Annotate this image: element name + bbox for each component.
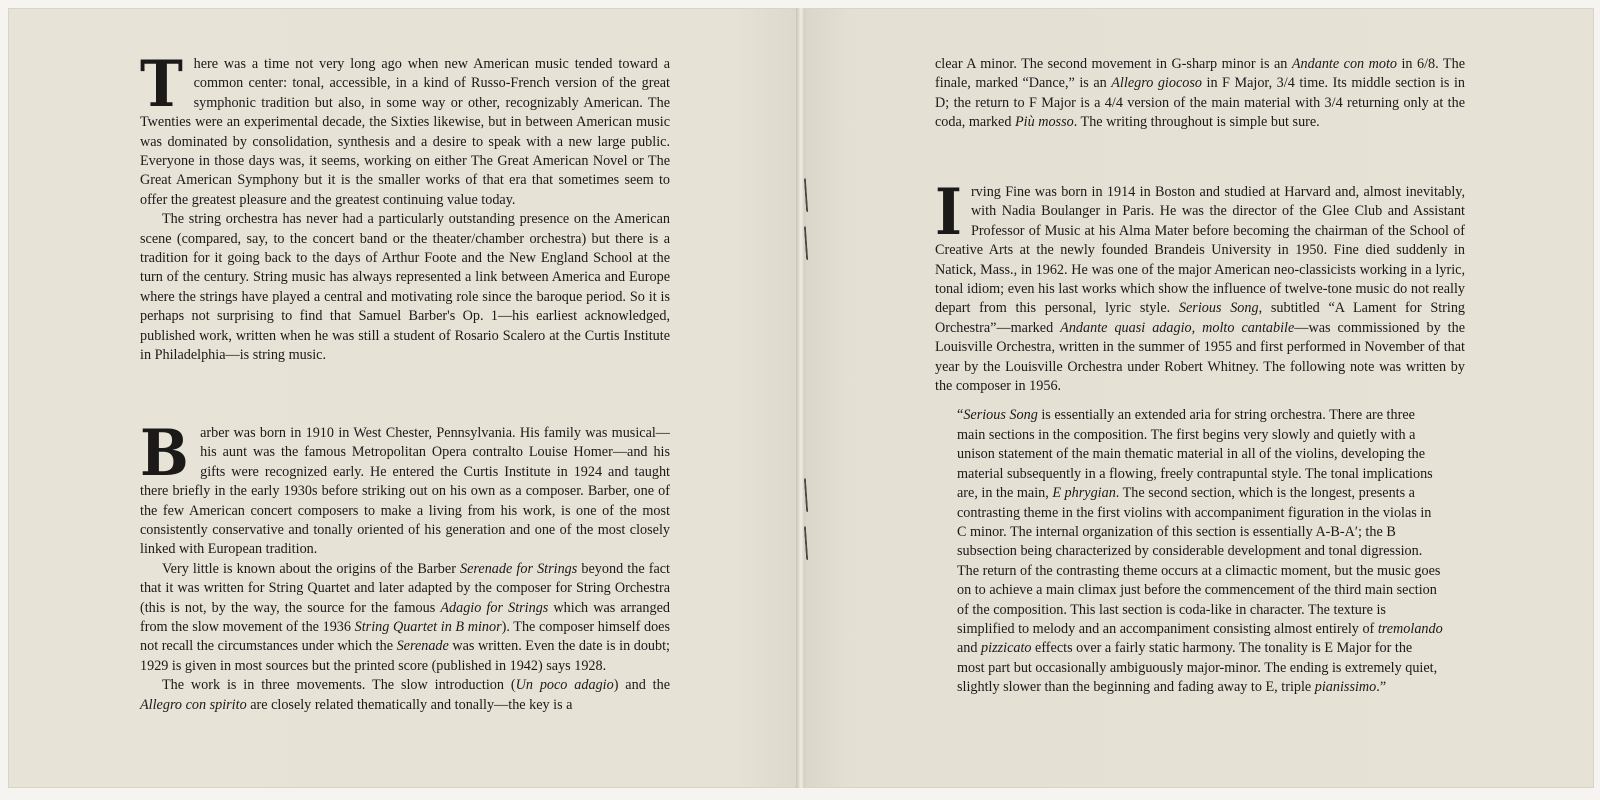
italic-term: pianissimo [1314, 679, 1377, 696]
italic-title: Serenade for Strings [460, 560, 578, 577]
paragraph-text: here was a time not very long ago when new American music tended toward a common center: tonal, accessible, in a kind of Russo-French version of the great symphonic tradition but also, in some way or other, recognizably American. The Twenties were an experimental decade, the Sixties likewise, but in between American music was dominated by consolidation, synthesis and a desire to speak with a new large public. Everyone in those days was, it seems, working on either The Great American Novel or The Great American Symphony but it is the smaller works of that era that sometimes seem to offer the greatest pleasure and the greatest continuing value today. [140, 56, 670, 208]
paragraph [140, 47, 670, 210]
italic-term: Andante con moto [1291, 56, 1397, 72]
text-run: —was commissioned by the Louisville Orchestra, written in the summer of 1955 and first performed in November of that year by the Louisville Orchestra under Robert Whitney. The following note was written by the composer in 1956. [935, 319, 1465, 395]
right-text-section-2 [935, 175, 1466, 698]
text-run: clear A minor. The second movement in G-sharp minor is an [935, 56, 1292, 72]
text-run: was written. Even the date is in doubt; 1929 is given in most sources but the printed score (published in 1942) says 1928. [140, 638, 670, 674]
italic-term: Allegro giocoso [1111, 75, 1202, 92]
italic-title: Serenade [396, 638, 449, 655]
paragraph [935, 175, 1466, 396]
left-text-section-1 [140, 47, 670, 366]
paragraph [140, 416, 670, 560]
italic-title: Serious Song [1178, 300, 1259, 317]
text-run: The work is in three movements. The slow introduction ( [162, 677, 516, 694]
text-run: Very little is known about the origins of the Barber [162, 560, 461, 577]
right-text-section-1 [935, 55, 1465, 133]
paragraph [140, 560, 670, 676]
italic-term: tremolando [1377, 620, 1443, 637]
italic-title: Allegro con spirito [140, 696, 247, 713]
italic-term: Più mosso [1014, 114, 1074, 131]
italic-title: Serious Song [963, 407, 1038, 424]
text-run: ). The composer himself does not recall the circumstances under which the [140, 619, 671, 655]
paragraph-text: arber was born in 1910 in West Chester, Pennsylvania. His family was musical—his aunt was the famous Metropolitan Opera contralto Louise Homer—and his gifts were recognized early. He entered the Curtis Institute in 1924 and taught there briefly in the early 1930s before striking out on his own as a composer. Barber, one of the few American concert composers to make a living from his work, is one of the most consistently conservative and tonally oriented of his generation and one of the most closely linked with European tradition. [140, 425, 670, 558]
text-run: effects over a fairly static harmony. The tonality is E Major for the most part but occasionally ambiguously major-minor. The ending is extremely quiet, slightly slower than the beginning and fading away to E, triple [957, 640, 1438, 696]
text-run: . The writing throughout is simple but sure. [1073, 114, 1320, 131]
drop-cap: I [935, 175, 962, 250]
text-run: which was arranged from the slow movement of the 1936 [140, 599, 670, 636]
text-run: . The second section, which is the longest, presents a contrasting theme in the first violins with accompaniment figuration in the violas in C minor. The internal organization of this section is essentially A-B-A′; the B subsection being characterized by considerable development and tonal digression. The return of the contrasting theme occurs at a climactic moment, but the music goes on to achieve a main climax just before the commencement of the third main section of the composition. This last section is coda-like in character. The texture is simplified to melody and an accompaniment consisting almost entirely of [957, 485, 1441, 637]
paragraph [140, 676, 670, 715]
text-run: in F Major, 3/4 time. Its middle section is in D; the return to F Major is a 4/4 version of the main material with 3/4 returning only at the coda, marked [935, 75, 1465, 131]
drop-cap: T [140, 47, 183, 122]
text-run: beyond the fact that it was written for String Quartet and later adapted by the composer for String Orchestra (this is not, by the way, the source for the famous [140, 560, 670, 616]
italic-title: Un poco adagio [515, 677, 614, 694]
left-text-section-2 [140, 416, 671, 715]
text-run: rving Fine was born in 1914 in Boston and studied at Harvard and, almost inevitably, with Nadia Boulanger in Paris. He was the director of the Glee Club and Assistant Professor of Music at his Alma Mater before becoming the chairman of the School of Creative Arts at the newly founded Brandeis University in 1950. Fine died suddenly in Natick, Mass., in 1962. He was one of the major American neo-classicists working in a lyric, tonal idiom; even his last works which show the influence of twelve-tone music do not really depart from this personal, lyric style. [935, 184, 1465, 317]
italic-title: Adagio for Strings [440, 599, 549, 616]
italic-term: pizzicato [981, 640, 1032, 657]
paragraph: The string orchestra has never had a particularly outstanding presence on the American scene (compared, say, to the concert band or the theater/chamber orchestra) but there is a tradition for it going back to the days of Arthur Foote and the New England School at the turn of the century. String music has always represented a link between America and Europe where the strings have played a central and motivating role since the baroque period. So it is perhaps not surprising to find that Samuel Barber's Op. 1—his earliest acknowledged, published work, written when he was still a student of Rosario Scalero at the Curtis Institute in Philadelphia—is string music. [140, 211, 670, 364]
drop-cap: B [140, 416, 189, 491]
text-run: are closely related thematically and tonally—the key is a [246, 696, 573, 713]
italic-title: String Quartet in B minor [354, 619, 502, 636]
composer-quote [957, 406, 1443, 697]
text-run: ) and the [613, 677, 670, 694]
text-run: , subtitled “A Lament for String Orchestra”—marked [935, 300, 1466, 336]
paragraph [935, 55, 1465, 133]
italic-term: E phrygian [1052, 485, 1116, 502]
text-run: in 6/8. The finale, marked “Dance,” is an [935, 56, 1465, 92]
text-run: “ [957, 407, 964, 424]
text-run: and [957, 640, 982, 657]
italic-term: Andante quasi adagio, molto cantabile [1060, 319, 1295, 336]
text-run: .” [1376, 679, 1387, 696]
text-run: is essentially an extended aria for string orchestra. There are three main sections in the composition. The first begins very slowly and quietly with a unison statement of the main thematic material in all of the violins, developing the material subsequently in a flowing, freely contrapuntal style. The tonal implications are, in the main, [957, 407, 1433, 502]
